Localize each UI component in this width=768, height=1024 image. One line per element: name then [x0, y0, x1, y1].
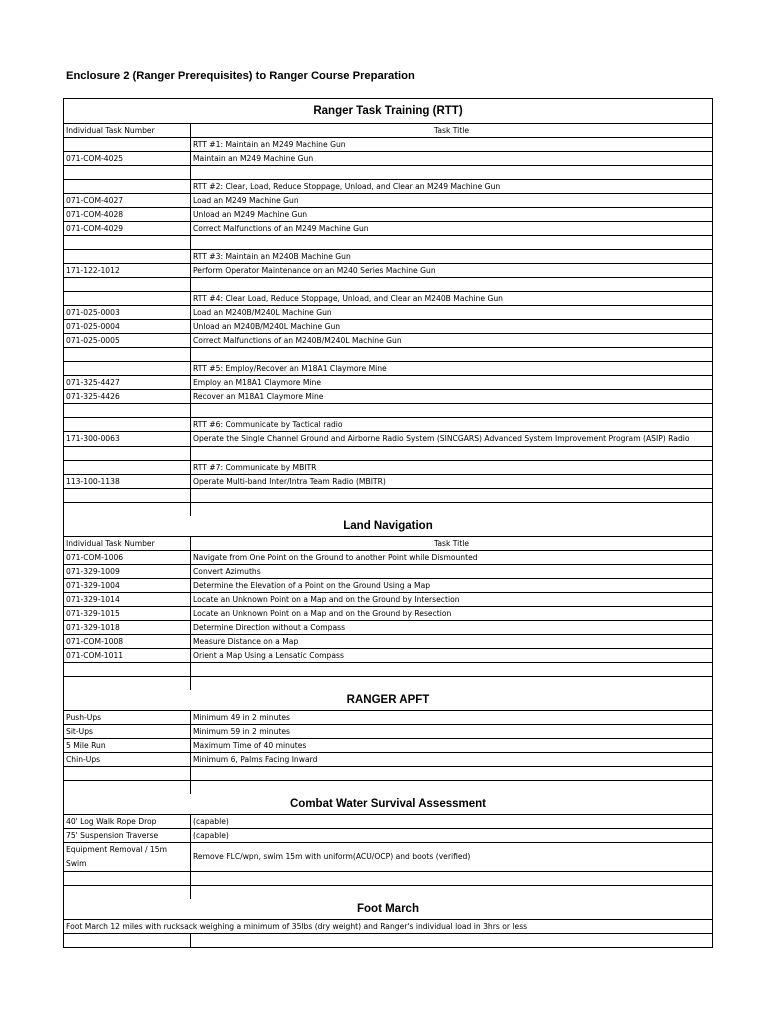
foot-march-requirement: Foot March 12 miles with rucksack weighing a minimum of 35lbs (dry weight) and Ranger's individual load in 3hrs or less [66, 922, 528, 931]
table-row [64, 767, 712, 781]
land-navigation-rows [64, 551, 712, 690]
task-title-cell: Orient a Map Using a Lensatic Compass [193, 651, 344, 660]
table-row [64, 607, 712, 621]
task-number-cell: 071-329-1015 [64, 607, 191, 620]
task-number-cell [64, 180, 191, 193]
task-number-cell: 5 Mile Run [64, 739, 191, 752]
table-row [64, 348, 712, 362]
section-title: Foot March [357, 903, 419, 915]
task-number-cell: 071-COM-4029 [64, 222, 191, 235]
task-title-cell: Minimum 6, Palms Facing Inward [193, 755, 318, 764]
table-row [64, 551, 712, 565]
task-number-cell: 071-025-0003 [64, 306, 191, 319]
task-number-cell: 171-300-0063 [64, 432, 191, 446]
table-row [64, 461, 712, 475]
task-number-cell: 071-329-1004 [64, 579, 191, 592]
task-title-cell: (capable) [193, 831, 229, 840]
section-header-land-navigation [64, 516, 712, 537]
task-title-cell: (capable) [193, 817, 229, 826]
rtt-rows [64, 138, 712, 516]
table-row [64, 166, 712, 180]
table-row [64, 739, 712, 753]
table-row [64, 663, 712, 677]
task-number-cell: 071-COM-4028 [64, 208, 191, 221]
task-title-cell: Measure Distance on a Map [193, 637, 299, 646]
table-row [64, 872, 712, 886]
table-row [64, 593, 712, 607]
task-number-cell [64, 418, 191, 431]
task-number-cell: 40' Log Walk Rope Drop [64, 815, 191, 828]
task-title-cell: RTT #4: Clear Load, Reduce Stoppage, Unload, and Clear an M240B Machine Gun [193, 294, 503, 303]
task-number-cell [64, 236, 191, 249]
task-number-cell: 171-122-1012 [64, 264, 191, 277]
table-row [64, 829, 712, 843]
task-number-cell: 113-100-1138 [64, 475, 191, 488]
table-row [64, 376, 712, 390]
task-number-cell: 071-325-4426 [64, 390, 191, 403]
task-title-cell: RTT #1: Maintain an M249 Machine Gun [193, 140, 346, 149]
task-number-cell [64, 767, 191, 780]
task-number-cell [64, 250, 191, 263]
table-row [64, 390, 712, 404]
table-row [64, 264, 712, 278]
document-title: Enclosure 2 (Ranger Prerequisites) to Ranger Course Preparation [66, 70, 415, 82]
table-row [64, 180, 712, 194]
task-title-cell: Remove FLC/wpn, swim 15m with uniform(ACU/OCP) and boots (verified) [193, 852, 471, 861]
prerequisites-table [63, 98, 713, 948]
task-number-cell: Push-Ups [64, 711, 191, 724]
table-row [64, 677, 712, 690]
task-title-cell: Employ an M18A1 Claymore Mine [193, 378, 322, 387]
task-title-cell: Determine Direction without a Compass [193, 623, 346, 632]
foot-march-rows [64, 934, 712, 947]
table-row [64, 725, 712, 739]
task-number-cell [64, 348, 191, 361]
column-header-row [64, 537, 712, 551]
task-number-cell [64, 278, 191, 291]
table-row [64, 621, 712, 635]
task-title-cell: Load an M249 Machine Gun [193, 196, 299, 205]
task-title-cell: Locate an Unknown Point on a Map and on the Ground by Resection [193, 609, 452, 618]
task-title-cell: Correct Malfunctions of an M249 Machine Gun [193, 224, 369, 233]
table-row [64, 208, 712, 222]
task-title-cell: Unload an M249 Machine Gun [193, 210, 308, 219]
task-title-cell [191, 663, 712, 676]
table-row [64, 579, 712, 593]
table-row [64, 152, 712, 166]
task-title-cell: Operate the Single Channel Ground and Airborne Radio System (SINCGARS) Advanced System Improvement Program (ASIP) Radio [193, 434, 690, 443]
task-number-cell: 75' Suspension Traverse [64, 829, 191, 842]
task-title-cell: Maintain an M249 Machine Gun [193, 154, 314, 163]
task-title-cell: RTT #2: Clear, Load, Reduce Stoppage, Unload, and Clear an M249 Machine Gun [193, 182, 501, 191]
table-row [64, 886, 712, 899]
task-number-cell [64, 886, 191, 899]
table-row [64, 222, 712, 236]
task-number-cell: 071-025-0004 [64, 320, 191, 333]
task-title-cell: Operate Multi-band Inter/Intra Team Radio (MBITR) [193, 477, 386, 486]
table-row [64, 334, 712, 348]
task-number-cell [64, 461, 191, 474]
task-number-cell [64, 677, 191, 690]
section-header-combat-water-survival [64, 794, 712, 815]
table-row [64, 362, 712, 376]
task-title-cell [191, 348, 712, 361]
section-title: Combat Water Survival Assessment [290, 798, 486, 810]
table-row [64, 475, 712, 489]
task-number-cell [64, 663, 191, 676]
task-number-cell: 071-329-1018 [64, 621, 191, 634]
task-title-cell: RTT #7: Communicate by MBITR [193, 463, 317, 472]
table-row [64, 236, 712, 250]
task-number-cell [64, 447, 191, 460]
table-row [64, 753, 712, 767]
task-title-cell [191, 872, 712, 885]
task-title-cell [191, 767, 712, 780]
task-title-cell: Navigate from One Point on the Ground to another Point while Dismounted [193, 553, 478, 562]
column-header-task-number: Individual Task Number [64, 124, 191, 137]
table-row [64, 489, 712, 503]
task-title-cell [191, 489, 712, 502]
task-number-cell: 071-025-0005 [64, 334, 191, 347]
task-title-cell: Load an M240B/M240L Machine Gun [193, 308, 332, 317]
task-title-cell: RTT #3: Maintain an M240B Machine Gun [193, 252, 351, 261]
task-title-cell [191, 447, 712, 460]
task-number-cell [64, 489, 191, 502]
task-title-cell: Recover an M18A1 Claymore Mine [193, 392, 324, 401]
task-title-cell: Minimum 49 in 2 minutes [193, 713, 291, 722]
task-title-cell: Determine the Elevation of a Point on the Ground Using a Map [193, 581, 431, 590]
task-title-cell: RTT #5: Employ/Recover an M18A1 Claymore Mine [193, 364, 387, 373]
table-row [64, 635, 712, 649]
table-row [64, 781, 712, 794]
table-row [64, 278, 712, 292]
task-number-cell: Equipment Removal / 15m Swim [64, 843, 191, 871]
task-number-cell [64, 362, 191, 375]
section-header-foot-march [64, 899, 712, 920]
section-title: RANGER APFT [346, 694, 430, 706]
section-title: Ranger Task Training (RTT) [313, 105, 463, 117]
task-number-cell: 071-COM-4027 [64, 194, 191, 207]
table-row [64, 250, 712, 264]
table-row [64, 565, 712, 579]
task-number-cell [64, 138, 191, 151]
task-number-cell [64, 166, 191, 179]
table-row [64, 292, 712, 306]
table-row [64, 503, 712, 516]
task-number-cell: 071-COM-1006 [64, 551, 191, 564]
table-row [64, 194, 712, 208]
table-row [64, 138, 712, 152]
column-header-task-number: Individual Task Number [64, 537, 191, 550]
task-number-cell [64, 872, 191, 885]
task-number-cell: 071-325-4427 [64, 376, 191, 389]
task-title-cell: Convert Azimuths [193, 567, 261, 576]
table-row [64, 404, 712, 418]
table-row [64, 418, 712, 432]
task-number-cell: 071-329-1014 [64, 593, 191, 606]
task-title-cell [191, 278, 712, 291]
task-number-cell: Chin-Ups [64, 753, 191, 766]
task-number-cell [64, 292, 191, 305]
section-header-rtt [64, 99, 712, 124]
table-row [64, 843, 712, 872]
task-title-cell: RTT #6: Communicate by Tactical radio [193, 420, 343, 429]
table-row [64, 815, 712, 829]
task-title-cell [191, 677, 712, 690]
task-title-cell [191, 934, 712, 947]
task-title-cell: Perform Operator Maintenance on an M240 Series Machine Gun [193, 266, 436, 275]
ranger-apft-rows [64, 711, 712, 794]
task-title-cell: Minimum 59 in 2 minutes [193, 727, 291, 736]
section-title: Land Navigation [343, 520, 433, 532]
task-number-cell: Sit-Ups [64, 725, 191, 738]
combat-water-survival-rows [64, 815, 712, 899]
column-header-task-title: Task Title [433, 126, 470, 135]
task-number-cell: 071-COM-1011 [64, 649, 191, 662]
task-title-cell: Maximum Time of 40 minutes [193, 741, 307, 750]
table-row [64, 934, 712, 947]
task-title-cell: Correct Malfunctions of an M240B/M240L Machine Gun [193, 336, 402, 345]
task-title-cell [191, 886, 712, 899]
table-row [64, 649, 712, 663]
task-title-cell [191, 503, 712, 516]
task-number-cell [64, 781, 191, 794]
table-row [64, 432, 712, 447]
task-title-cell [191, 781, 712, 794]
column-header-row [64, 124, 712, 138]
table-row [64, 306, 712, 320]
column-header-task-title: Task Title [433, 539, 470, 548]
task-title-cell [191, 166, 712, 179]
task-number-cell: 071-COM-4025 [64, 152, 191, 165]
foot-march-requirement-row [64, 920, 712, 934]
section-header-ranger-apft [64, 690, 712, 711]
task-title-cell: Unload an M240B/M240L Machine Gun [193, 322, 341, 331]
task-title-cell [191, 404, 712, 417]
task-number-cell [64, 404, 191, 417]
task-title-cell: Locate an Unknown Point on a Map and on the Ground by Intersection [193, 595, 460, 604]
table-row [64, 447, 712, 461]
table-row [64, 320, 712, 334]
task-number-cell: 071-329-1009 [64, 565, 191, 578]
task-number-cell: 071-COM-1008 [64, 635, 191, 648]
table-row [64, 711, 712, 725]
task-number-cell [64, 934, 191, 947]
task-number-cell [64, 503, 191, 516]
task-title-cell [191, 236, 712, 249]
